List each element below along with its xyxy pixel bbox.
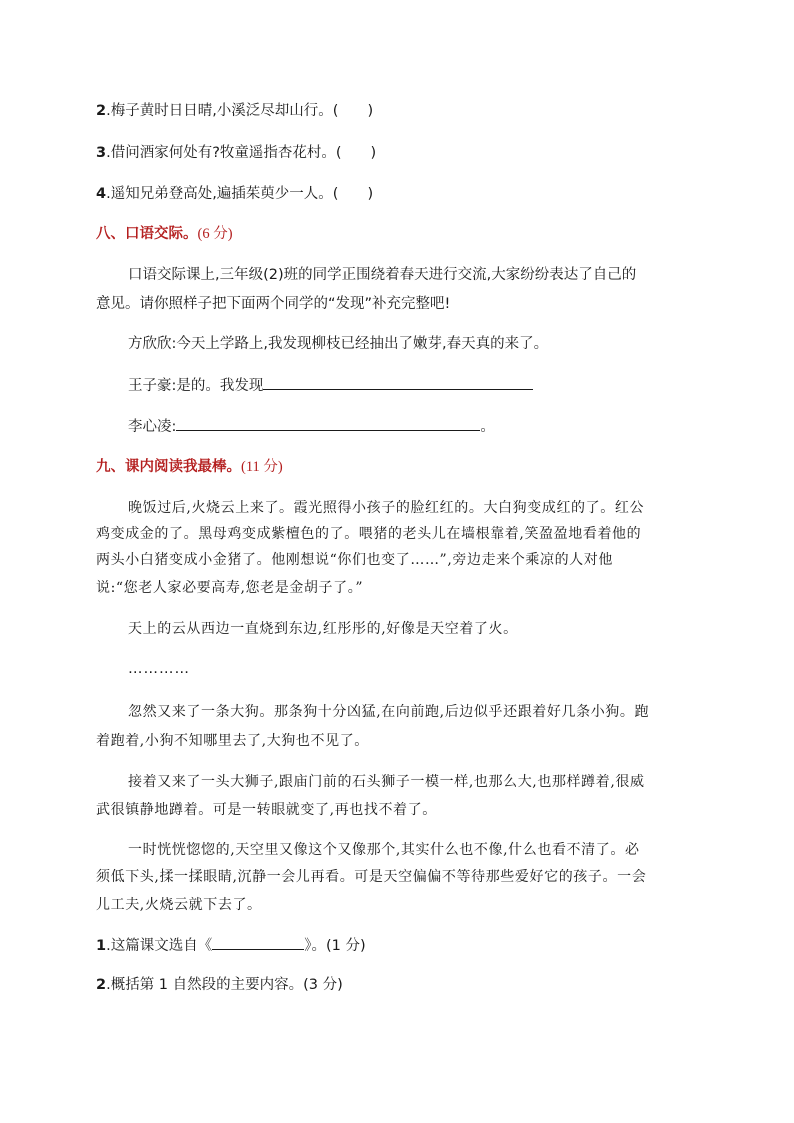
section-title: 八、口语交际。 <box>96 226 198 242</box>
question-9-2 <box>96 974 343 996</box>
passage-p3-line-1: 忽然又来了一条大狗。那条狗十分凶猛,在向前跑,后边似乎还跟着好几条小狗。跑 <box>128 704 650 720</box>
student-2-end: 。 <box>480 419 495 435</box>
source-title-blank[interactable] <box>212 933 304 950</box>
passage-ellipsis: ………… <box>128 661 190 677</box>
question-item-2 <box>96 100 373 122</box>
question-9-1 <box>96 933 366 957</box>
passage-p5-line-2: 须低下头,揉一揉眼睛,沉静一会儿再看。可是天空偏偏不等待那些爱好它的孩子。一会 <box>96 869 647 885</box>
question-number: 2 <box>96 103 107 119</box>
section-8-intro-line-1: 口语交际课上,三年级(2)班的同学正围绕着春天进行交流,大家纷纷表达了自己的 <box>128 267 637 283</box>
passage-p1-line-1: 晚饭过后,火烧云上来了。霞光照得小孩子的脸红红的。大白狗变成红的了。红公 <box>128 500 645 516</box>
question-number: 2 <box>96 977 107 993</box>
question-text: .梅子黄时日日晴,小溪泛尽却山行。( ) <box>106 103 374 119</box>
section-9-heading <box>96 456 283 478</box>
example-dialogue: 方欣欣:今天上学路上,我发现柳枝已经抽出了嫩芽,春天真的来了。 <box>128 336 549 352</box>
section-score: (6 分) <box>197 226 233 242</box>
question-text: .借问酒家何处有?牧童遥指杏花村。( ) <box>106 145 377 161</box>
section-8-intro-line-2: 意见。请你照样子把下面两个同学的“发现”补充完整吧! <box>96 296 451 312</box>
question-text-after: 》。(1 分) <box>304 938 366 954</box>
question-text: .遥知兄弟登高处,遍插茱萸少一人。( ) <box>106 186 374 202</box>
student-1-prompt: 王子豪:是的。我发现 <box>128 378 264 394</box>
question-number: 3 <box>96 145 107 161</box>
passage-p5-line-3: 儿工夫,火烧云就下去了。 <box>96 897 262 913</box>
passage-p5-line-1: 一时恍恍惚惚的,天空里又像这个又像那个,其实什么也不像,什么也看不清了。必 <box>128 842 640 858</box>
passage-p3-line-2: 着跑着,小狗不知哪里去了,大狗也不见了。 <box>96 733 369 749</box>
question-number: 4 <box>96 186 107 202</box>
section-title: 九、课内阅读我最棒。 <box>96 459 241 475</box>
question-text-before: .这篇课文选自《 <box>106 938 213 954</box>
passage-p4-line-1: 接着又来了一头大狮子,跟庙门前的石头狮子一模一样,也那么大,也那样蹲着,很威 <box>128 774 645 790</box>
question-text: .概括第 1 自然段的主要内容。(3 分) <box>106 977 343 993</box>
student-answer-1 <box>128 373 533 397</box>
question-item-4 <box>96 183 373 205</box>
passage-p4-line-2: 武很镇静地蹲着。可是一转眼就变了,再也找不着了。 <box>96 802 437 818</box>
passage-p1-line-3: 两头小白猪变成小金猪了。他刚想说“你们也变了……”,旁边走来个乘凉的人对他 <box>96 552 613 568</box>
answer-blank-2[interactable] <box>176 414 480 431</box>
section-score: (11 分) <box>241 459 283 475</box>
student-2-prompt: 李心凌: <box>128 419 177 435</box>
section-8-heading <box>96 223 233 245</box>
question-number: 1 <box>96 938 107 954</box>
passage-p1-line-4: 说:“您老人家必要高寿,您老是金胡子了。” <box>96 580 364 596</box>
passage-p1-line-2: 鸡变成金的了。黑母鸡变成紫檀色的了。喂猪的老头儿在墙根靠着,笑盈盈地看着他的 <box>96 526 642 542</box>
passage-p2: 天上的云从西边一直烧到东边,红彤彤的,好像是天空着了火。 <box>128 621 518 637</box>
answer-blank-1[interactable] <box>263 373 533 390</box>
student-answer-2 <box>128 414 495 438</box>
question-item-3 <box>96 142 376 164</box>
